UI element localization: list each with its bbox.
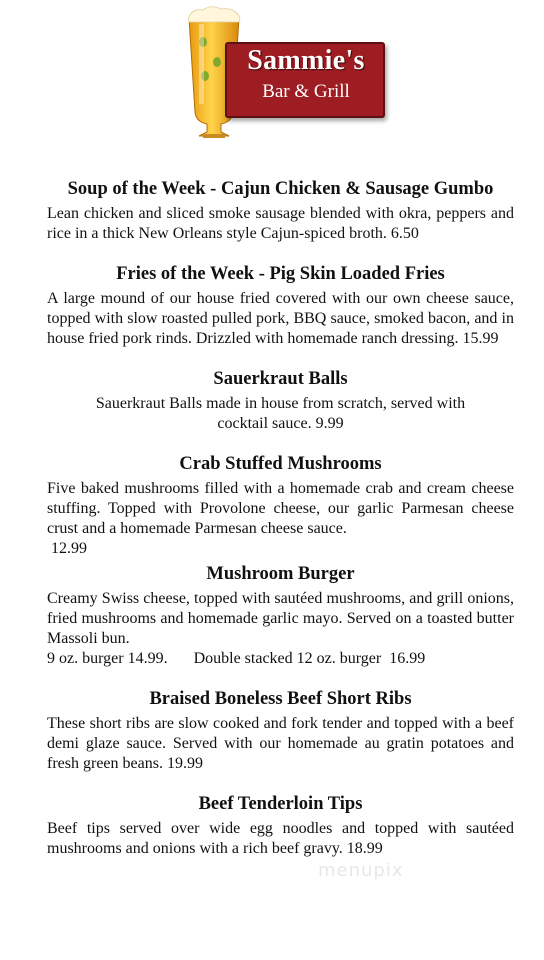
menu-item-title: Soup of the Week - Cajun Chicken & Sausage Gumbo [67,179,494,199]
menu-item-price-double: Double stacked 12 oz. burger 16.99 [193,650,426,667]
menu-item-title: Fries of the Week - Pig Skin Loaded Fries [116,264,445,284]
menu-item-soup-desc-wrap [47,204,514,244]
menu-item-mushroom-burger [47,562,514,669]
restaurant-subtitle: Bar & Grill [262,81,350,102]
menu-item-title: Sauerkraut Balls [213,369,348,389]
menu-item-description: Five baked mushrooms filled with a homemade crab and cream cheese stuffing. Topped with Provolone cheese, our garlic Parmesan cheese crust and a homemade Parmesan cheese sauce. [47,480,514,537]
menu-item-soup [47,177,514,202]
menu-item-crab-mushrooms [47,452,514,559]
menu-item-title: Crab Stuffed Mushrooms [179,454,382,474]
menu-item-title: Mushroom Burger [206,564,355,584]
menu-item-description: Creamy Swiss cheese, topped with sautéed mushrooms, and grill onions, fried mushrooms and homemade garlic mayo. Served on a toasted butter Massoli bun. [47,590,514,647]
menu-item-fries [47,262,514,349]
menu-item-description: A large mound of our house fried covered with our own cheese sauce, topped with slow roasted pulled pork, BBQ sauce, smoked bacon, and in house fried pork rinds. Drizzled with homemade ranch dressing. 15.99 [47,290,514,347]
menu-item-description: Lean chicken and sliced smoke sausage blended with okra, peppers and rice in a thick New Orleans style Cajun-spiced broth. 6.50 [47,205,514,242]
menu-item-description: Sauerkraut Balls made in house from scratch, served with cocktail sauce. 9.99 [95,395,466,432]
menu-item-tenderloin-tips [47,792,514,859]
restaurant-name: Sammie's [247,45,365,76]
menu-item-title: Beef Tenderloin Tips [198,794,363,814]
menu-item-price-single: 9 oz. burger 14.99. [47,650,168,667]
menu-item-sauerkraut-balls [47,367,514,434]
menu-item-description: These short ribs are slow cooked and fork tender and topped with a beef demi glaze sauce. Served with our homemade au gratin potatoes and fresh green beans. 19.99 [47,715,514,772]
menu-item-description: Beef tips served over wide egg noodles and topped with sautéed mushrooms and onions with a rich beef gravy. 18.99 [47,820,514,857]
menu-item-title: Braised Boneless Beef Short Ribs [149,689,412,709]
watermark: menupix [318,860,404,881]
restaurant-logo [183,4,383,140]
menu-list [47,177,514,859]
menu-item-short-ribs [47,687,514,774]
menu-item-price-row [47,649,514,669]
menu-item-price: 12.99 [47,540,87,557]
